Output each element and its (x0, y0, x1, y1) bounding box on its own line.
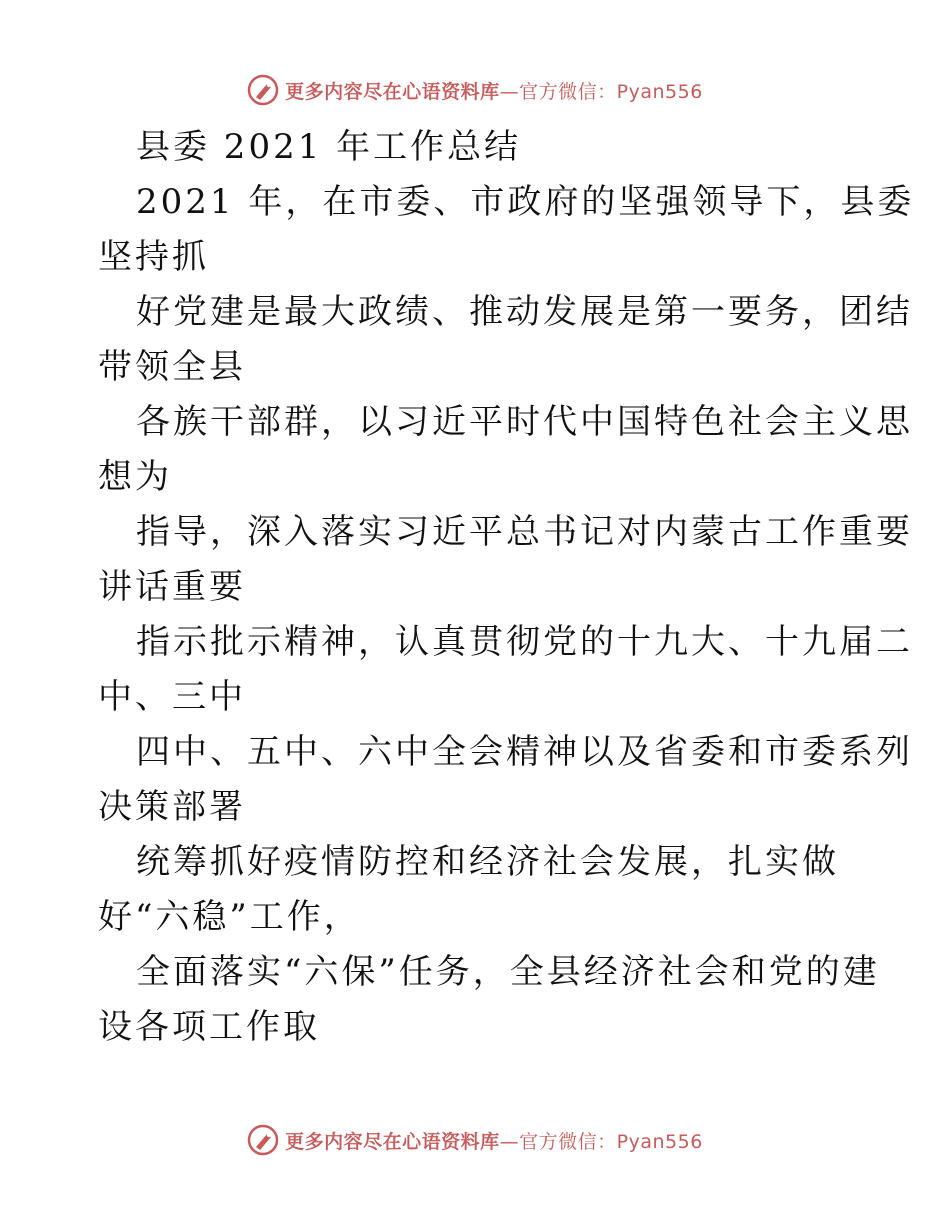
watermark-dash: — (499, 1130, 520, 1153)
footer-watermark (0, 1120, 950, 1160)
paragraph-line: 四中、五中、六中全会精神以及省委和市委系列 (136, 732, 913, 772)
document-body (98, 120, 915, 1055)
watermark-text (285, 1127, 703, 1154)
paragraph-line: 想为 (98, 457, 172, 497)
paragraph-line: 决策部署 (98, 787, 246, 827)
paragraph-line: 设各项工作取 (98, 1007, 320, 1047)
paragraph-line: 全面落实“六保”任务，全县经济社会和党的建 (136, 952, 880, 992)
watermark-lead: 更多内容尽在心语资料库 (285, 80, 500, 103)
pen-logo-icon (247, 74, 279, 106)
watermark-text (285, 77, 703, 104)
paragraph-line: 带领全县 (98, 347, 246, 387)
document-title: 县委 2021 年工作总结 (136, 127, 522, 167)
paragraph-line: 指导，深入落实习近平总书记对内蒙古工作重要 (136, 512, 913, 552)
paragraph-line: 好“六稳”工作， (98, 897, 361, 937)
paragraph-line: 2021 年，在市委、市政府的坚强领导下，县委 (136, 182, 915, 222)
paragraph-line: 讲话重要 (98, 567, 246, 607)
paragraph-line: 指示批示精神，认真贯彻党的十九大、十九届二 (136, 622, 913, 662)
watermark-lead: 更多内容尽在心语资料库 (285, 1130, 500, 1153)
watermark-dash: — (499, 80, 520, 103)
header-watermark (0, 70, 950, 110)
paragraph-line: 各族干部群，以习近平时代中国特色社会主义思 (136, 402, 913, 442)
paragraph-line: 坚持抓 (98, 237, 209, 277)
paragraph-line: 中、三中 (98, 677, 246, 717)
watermark-wechat: 官方微信：Pyan556 (519, 80, 703, 103)
pen-logo-icon (247, 1124, 279, 1156)
watermark-wechat: 官方微信：Pyan556 (519, 1130, 703, 1153)
paragraph-line: 好党建是最大政绩、推动发展是第一要务，团结 (136, 292, 913, 332)
paragraph-line: 统筹抓好疫情防控和经济社会发展，扎实做 (136, 842, 839, 882)
